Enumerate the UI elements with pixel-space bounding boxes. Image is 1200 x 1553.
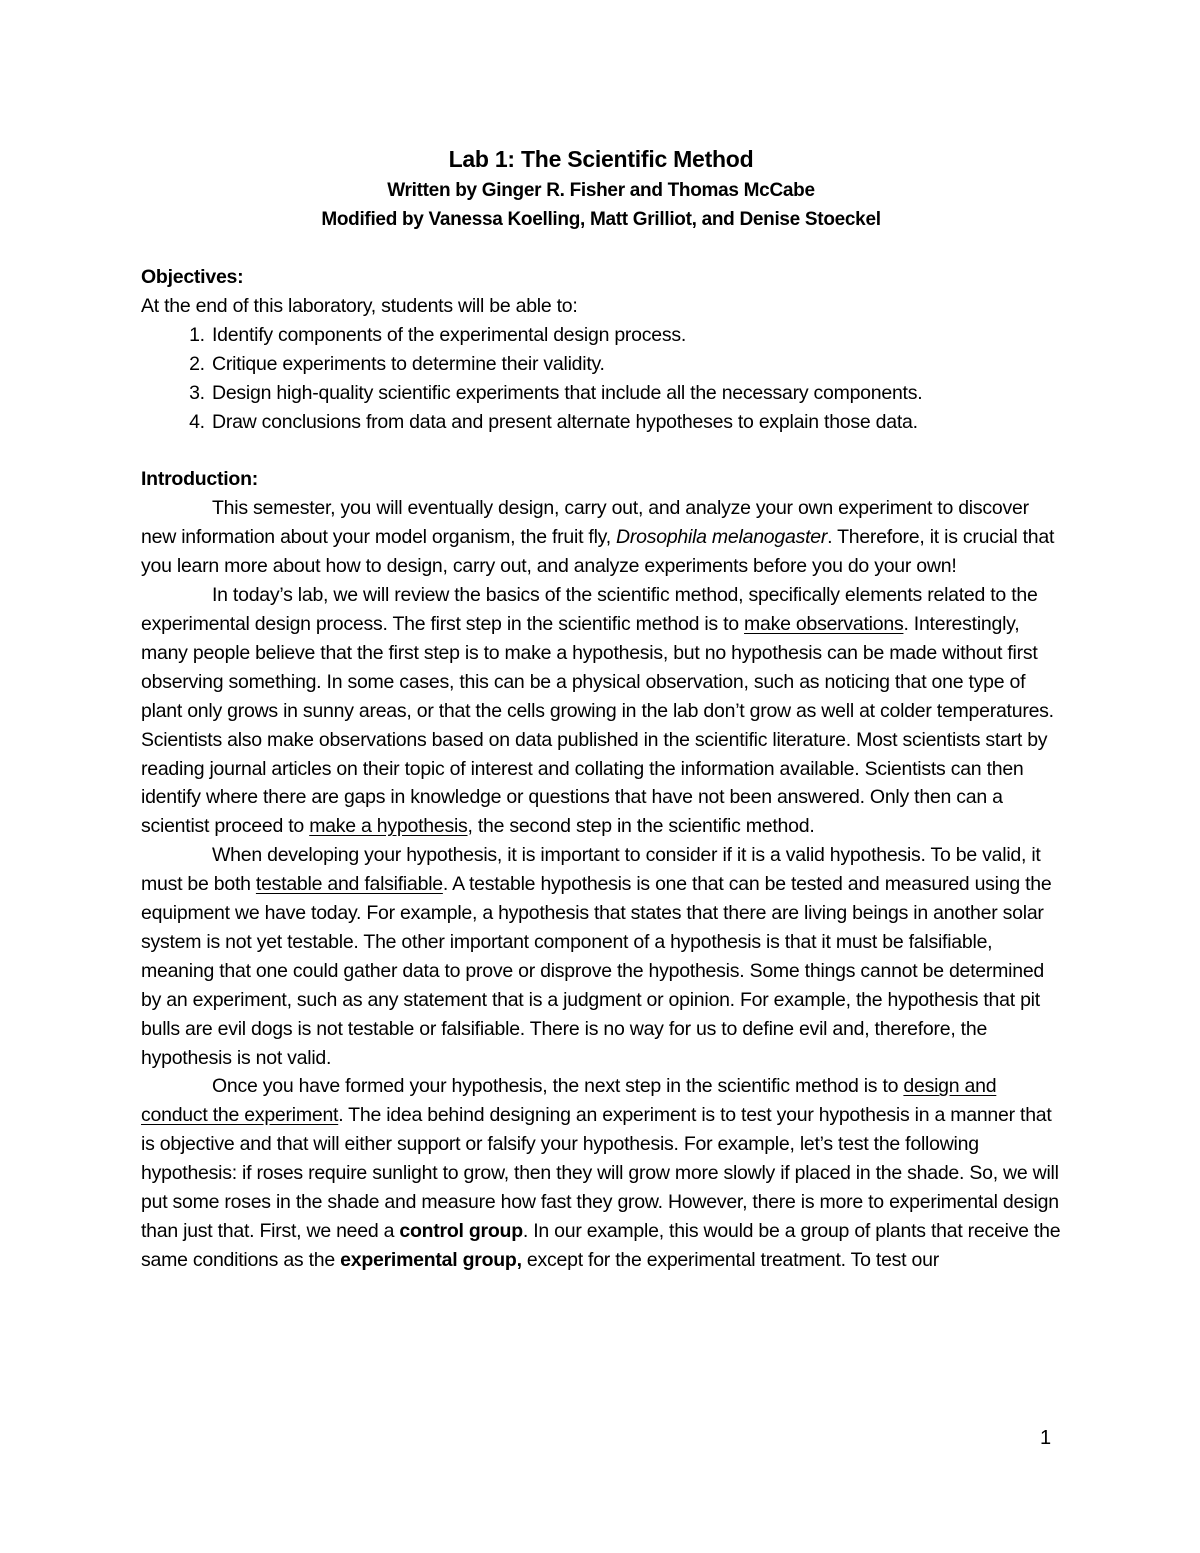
underlined-term: make a hypothesis: [309, 815, 468, 838]
objective-item: 4. Draw conclusions from data and present alternate hypotheses to explain those data.: [210, 408, 1061, 437]
objective-item: 2. Critique experiments to determine their validity.: [210, 350, 1061, 379]
text-run: When developing your hypothesis, it is important to consider if it is a valid hypothesis. To be valid, it must be both: [141, 844, 1041, 896]
text-run: . Therefore, it is crucial that you learn more about how to design, carry out, and analyze experiments before you do your own!: [141, 526, 1055, 578]
title-block: [141, 142, 1061, 234]
text-run: . In our example, this would be a group of plants that receive the same conditions as the: [141, 1220, 1061, 1271]
page-number: 1: [1040, 1427, 1052, 1449]
underlined-term: design and conduct the experiment: [141, 1075, 997, 1127]
text-run: except for the experimental treatment. To test our: [521, 1248, 939, 1271]
document-title: Lab 1: The Scientific Method: [448, 146, 754, 172]
byline-modified: Modified by Vanessa Koelling, Matt Grilliot, and Denise Stoeckel: [321, 209, 881, 230]
text-run: This semester, you will eventually design, carry out, and analyze your own experiment to discover new information about your model organism, the fruit fly,: [141, 497, 1029, 549]
objective-item: 1. Identify components of the experimental design process.: [210, 321, 1061, 350]
text-run: . Interestingly, many people believe that the first step is to make a hypothesis, but no hypothesis can be made without first observing something. In some cases, this can be a physical observation, such as noticing that one type of plant only grows in sunny areas, or that the cells growing in the lab don’t grow as well at colder temperatures. Scientists also make observations based on data published in the scientific literature. Most scientists start by reading journal articles on their topic of interest and collating the information available. Scientists can then identify where there are gaps in knowledge or questions that have not been answered. Only then can a scientist proceed to: [141, 612, 1054, 838]
introduction-heading: Introduction:: [141, 468, 258, 491]
intro-paragraph-4: [141, 1072, 1061, 1274]
text-run: , the second step in the scientific method.: [467, 815, 815, 838]
bold-term: control group: [399, 1220, 523, 1242]
page-content: [141, 142, 1061, 1275]
text-run: . A testable hypothesis is one that can be tested and measured using the equipment we have today. For example, a hypothesis that states that there are living beings in another solar system is not yet testable. The other important component of a hypothesis is that it must be falsifiable, meaning that one could gather data to prove or disprove the hypothesis. Some things cannot be determined by an experiment, such as any statement that is a judgment or opinion. For example, the hypothesis that pit bulls are evil dogs is not testable or falsifiable. There is no way for us to define evil and, therefore, the hypothesis is not valid.: [141, 873, 1052, 1069]
text-run: In today’s lab, we will review the basics of the scientific method, specifically elements related to the experimental design process. The first step in the scientific method is to: [141, 584, 1038, 635]
objectives-list: [141, 321, 1061, 437]
text-run: Once you have formed your hypothesis, the next step in the scientific method is to: [212, 1075, 904, 1098]
spacer: [141, 436, 1061, 465]
byline-written: Written by Ginger R. Fisher and Thomas McCabe: [387, 180, 815, 201]
species-name: Drosophila melanogaster: [616, 526, 828, 549]
underlined-term: testable and falsifiable: [255, 873, 443, 896]
intro-paragraph-2: [141, 581, 1061, 841]
text-run: . The idea behind designing an experiment is to test your hypothesis in a manner that is objective and that will either support or falsify your hypothesis. For example, let’s test the following hypothesis: if roses require sunlight to grow, then they will grow more slowly if placed in the shade. So, we will put some roses in the shade and measure how fast they grow. However, there is more to experimental design than just that. First, we need a: [141, 1104, 1059, 1242]
objectives-heading: Objectives:: [141, 266, 244, 288]
underlined-term: make observations: [744, 612, 904, 635]
intro-paragraph-3: [141, 841, 1061, 1072]
objectives-lead: At the end of this laboratory, students will be able to:: [141, 294, 578, 317]
objective-item: 3. Design high-quality scientific experiments that include all the necessary components.: [210, 379, 1061, 408]
bold-term: experimental group,: [340, 1248, 522, 1271]
spacer: [141, 234, 1061, 263]
intro-paragraph-1: [141, 494, 1061, 581]
